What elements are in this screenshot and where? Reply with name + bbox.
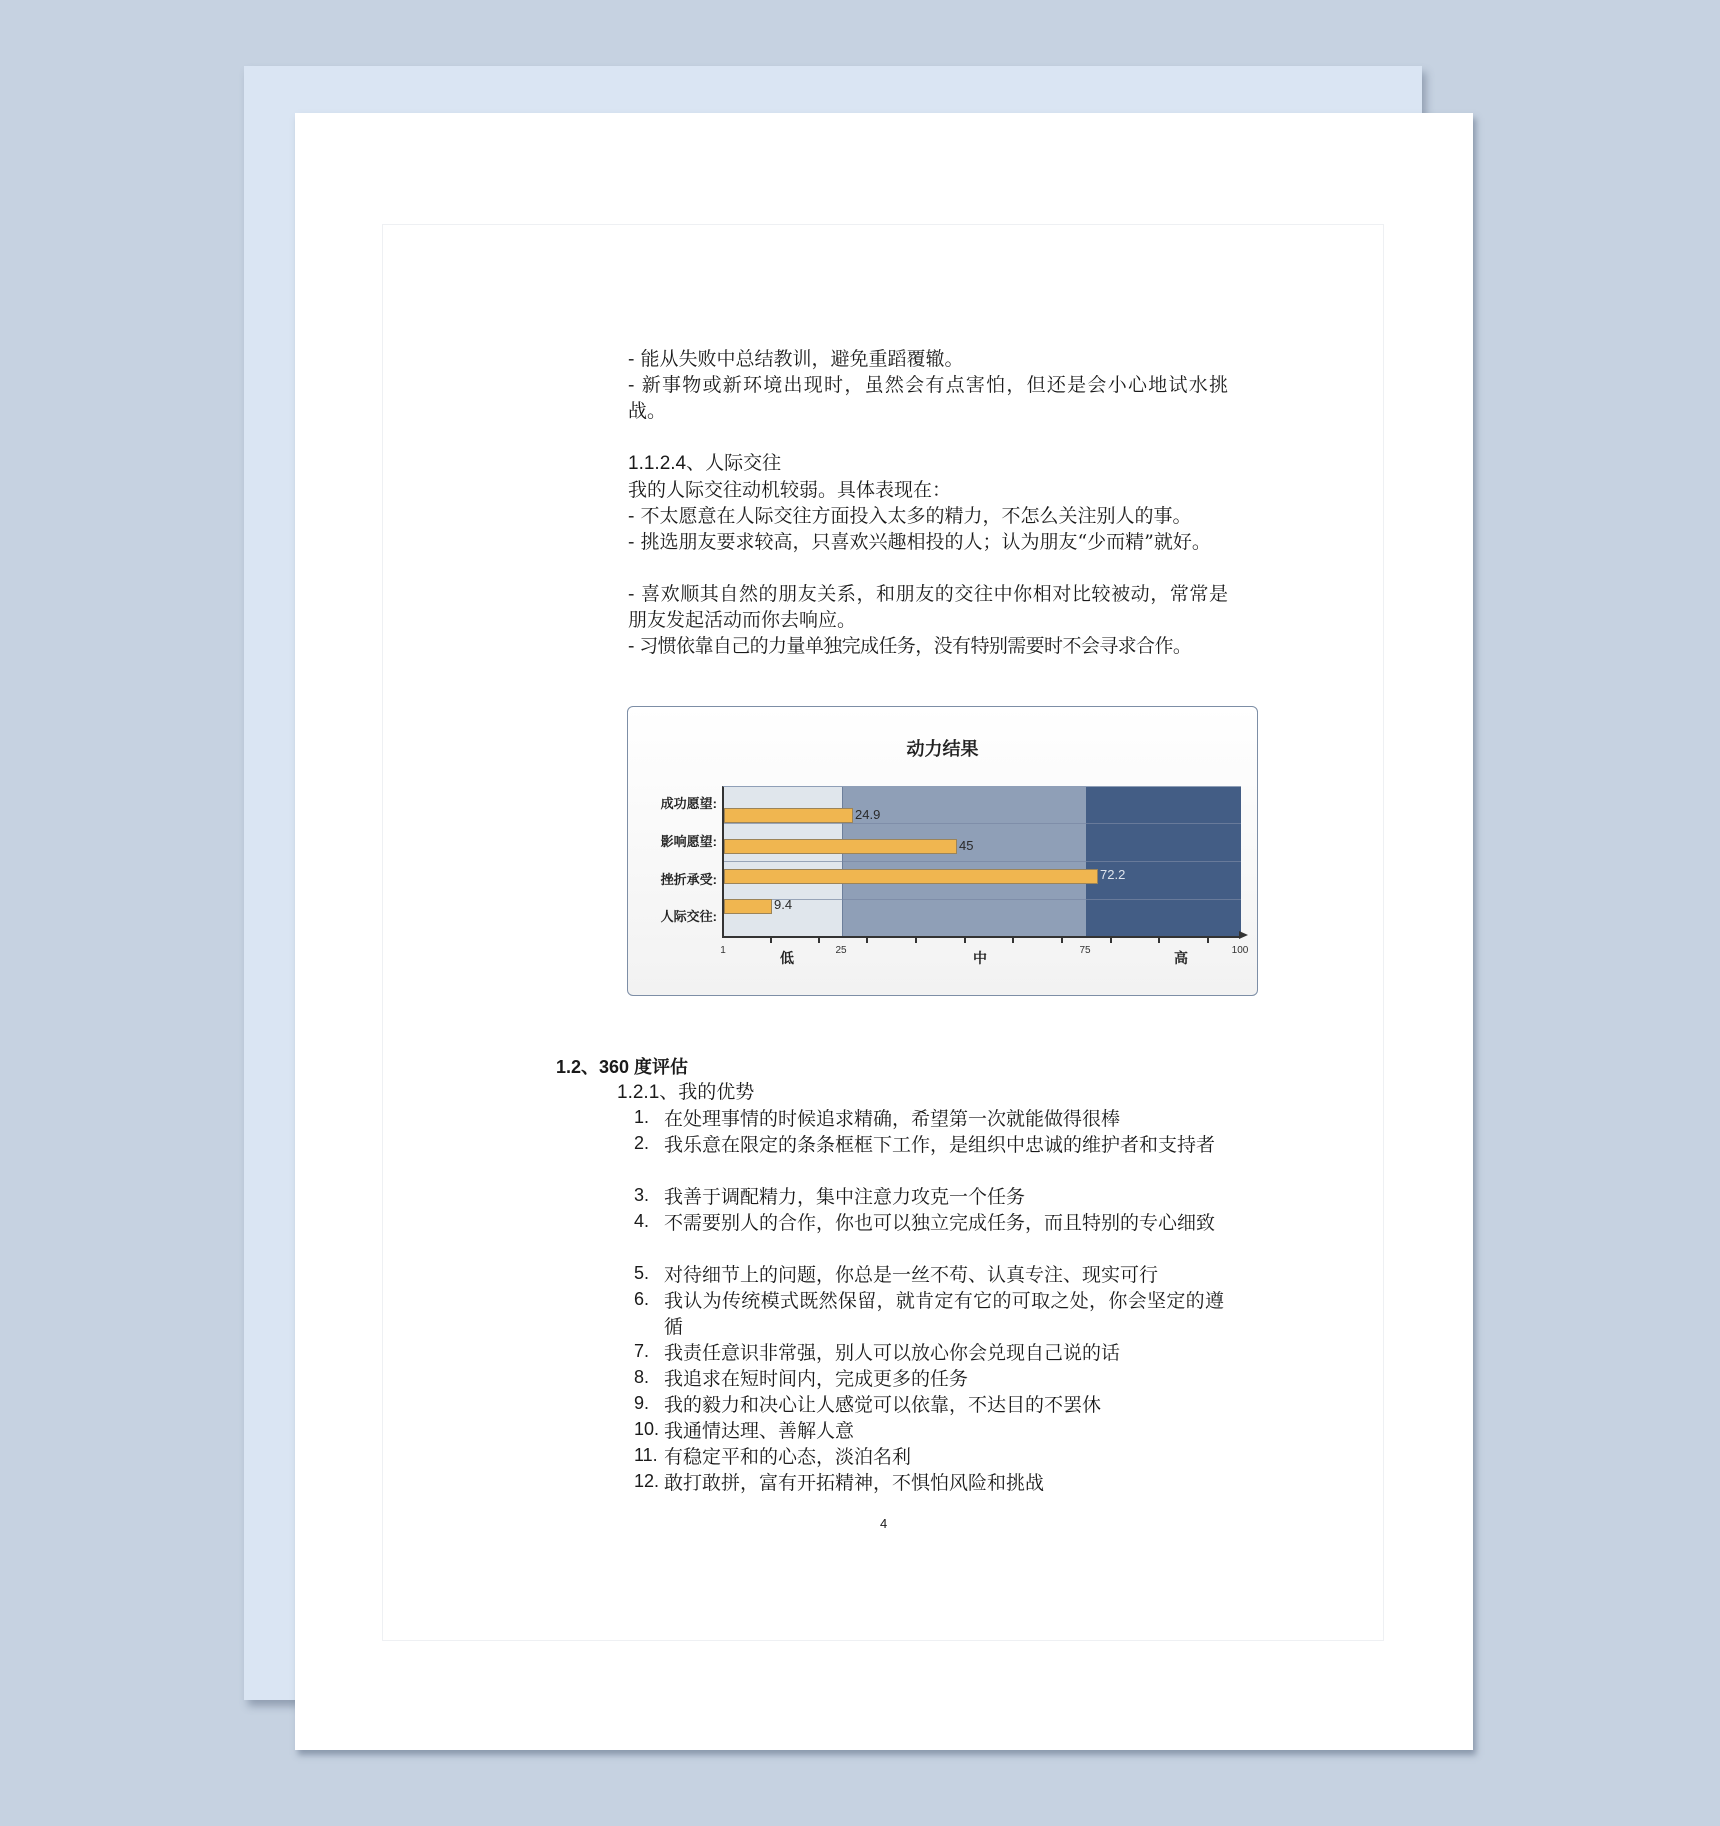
row-separator <box>724 861 1241 862</box>
x-tick <box>915 937 917 943</box>
section-intro: 我的人际交往动机较弱。具体表现在： <box>628 479 952 501</box>
list-item-number: 8. <box>634 1367 650 1387</box>
list-item: 有稳定平和的心态，淡泊名利 <box>664 1446 912 1468</box>
list-item-number: 7. <box>634 1341 650 1361</box>
x-tick <box>770 937 772 943</box>
list-item-number: 10. <box>634 1419 660 1439</box>
bar-value-interpersonal: 9.4 <box>774 897 793 912</box>
zone-label-mid: 中 <box>973 950 987 966</box>
x-tick <box>1207 937 1209 943</box>
list-item-number: 1. <box>634 1107 650 1127</box>
list-item: 我追求在短时间内，完成更多的任务 <box>664 1368 969 1390</box>
section-heading-interpersonal: 1.1.2.4、人际交往 <box>628 453 782 474</box>
list-item: 敢打敢拼，富有开拓精神，不惧怕风险和挑战 <box>664 1472 1045 1494</box>
list-item-number: 9. <box>634 1393 650 1413</box>
section-heading-360: 1.2、360 度评估 <box>556 1057 689 1077</box>
list-item: 在处理事情的时候追求精确，希望第一次就能做得很棒 <box>664 1108 1121 1130</box>
category-label-influence: 影响愿望: <box>660 834 717 849</box>
category-label-interpersonal: 人际交往: <box>660 909 717 924</box>
list-item: 对待细节上的问题，你总是一丝不苟、认真专注、现实可行 <box>664 1264 1159 1286</box>
bar-success <box>724 808 853 823</box>
x-tick <box>818 937 820 943</box>
bar-frustration <box>724 869 1098 884</box>
zone-label-high: 高 <box>1174 950 1188 966</box>
list-item: 我善于调配精力，集中注意力攻克一个任务 <box>664 1186 1026 1208</box>
plot-area <box>722 786 1241 938</box>
x-tick <box>964 937 966 943</box>
list-item-number: 6. <box>634 1289 650 1309</box>
bullet-learn-from-failure: - 能从失败中总结教训，避免重蹈覆辙。 <box>628 348 964 370</box>
x-tick <box>866 937 868 943</box>
list-item-number: 5. <box>634 1263 650 1283</box>
list-item-number: 4. <box>634 1211 650 1231</box>
bullet-new-environment: - 新事物或新环境出现时，虽然会有点害怕，但还是会小心地试水挑战。 <box>628 374 1228 422</box>
x-tick-label-25: 25 <box>835 945 847 956</box>
zone-label-low: 低 <box>780 950 794 966</box>
list-item: 我乐意在限定的条条框框下工作，是组织中忠诚的维护者和支持者 <box>664 1134 1216 1156</box>
x-tick-label-100: 100 <box>1231 945 1249 956</box>
bullet-interpersonal-3: - 喜欢顺其自然的朋友关系，和朋友的交往中你相对比较被动，常常是朋友发起活动而你去响应。 <box>628 583 1228 631</box>
page-number: 4 <box>880 1516 888 1531</box>
list-item: 我认为传统模式既然保留，就肯定有它的可取之处，你会坚定的遵循 <box>664 1290 1224 1338</box>
list-item-number: 11. <box>634 1445 658 1465</box>
list-item: 我责任意识非常强，别人可以放心你会兑现自己说的话 <box>664 1342 1121 1364</box>
x-tick <box>1061 937 1063 943</box>
bullet-interpersonal-4: - 习惯依靠自己的力量单独完成任务，没有特别需要时不会寻求合作。 <box>628 635 1192 657</box>
list-item: 不需要别人的合作，你也可以独立完成任务，而且特别的专心细致 <box>664 1212 1216 1234</box>
list-item: 我通情达理、善解人意 <box>664 1420 855 1442</box>
motivation-results-chart <box>627 706 1258 996</box>
list-item-number: 2. <box>634 1133 650 1153</box>
row-separator <box>724 823 1241 824</box>
bar-value-influence: 45 <box>959 838 974 853</box>
subsection-heading-strengths: 1.2.1、我的优势 <box>617 1082 755 1103</box>
x-tick <box>1012 937 1014 943</box>
x-tick <box>1110 937 1112 943</box>
bar-value-success: 24.9 <box>855 807 881 822</box>
x-axis-arrow-icon <box>1239 931 1248 939</box>
category-label-frustration: 挫折承受: <box>660 872 717 887</box>
list-item-number: 3. <box>634 1185 650 1205</box>
bar-interpersonal <box>724 899 772 914</box>
x-tick <box>1158 937 1160 943</box>
x-tick-label-1: 1 <box>720 945 726 956</box>
list-item: 我的毅力和决心让人感觉可以依靠，不达目的不罢休 <box>664 1394 1102 1416</box>
bar-influence <box>724 839 957 854</box>
row-separator <box>724 899 1241 900</box>
bullet-interpersonal-1: - 不太愿意在人际交往方面投入太多的精力，不怎么关注别人的事。 <box>628 505 1192 527</box>
x-tick-label-75: 75 <box>1079 945 1091 956</box>
list-item-number: 12. <box>634 1471 660 1491</box>
document-page <box>295 113 1473 1750</box>
category-label-success: 成功愿望: <box>660 796 717 811</box>
bar-value-frustration: 72.2 <box>1100 867 1126 882</box>
bullet-interpersonal-2: - 挑选朋友要求较高，只喜欢兴趣相投的人；认为朋友“少而精”就好。 <box>628 531 1211 553</box>
chart-title: 动力结果 <box>906 739 979 759</box>
